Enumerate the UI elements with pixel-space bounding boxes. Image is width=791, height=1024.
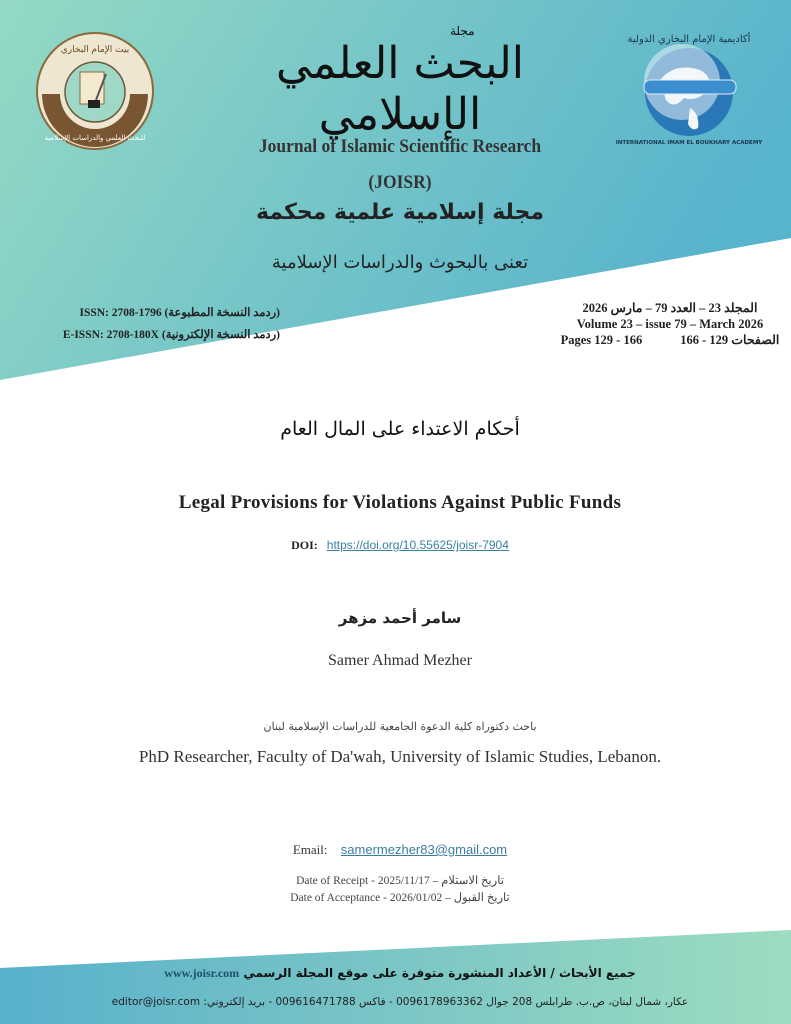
author-name-ar: سامر أحمد مزهر [338,609,462,627]
footer-availability-text: جميع الأبحاث / الأعداد المنشورة متوفرة على موقع المجلة الرسمي [243,966,636,980]
pages-ar: الصفحات 129 - 166 [680,333,780,347]
volume-ar: المجلد 23 – العدد 79 – مارس 2026 [582,301,758,315]
logo-right-english: INTERNATIONAL IMAM EL BOUKHARY ACADEMY [615,140,763,146]
email-label: Email: [292,842,328,857]
volume-block [560,300,780,348]
journal-subtitle-ar: مجلة إسلامية علمية محكمة [255,200,545,225]
svg-text:للبحث العلمي والدراسات الإسلام: للبحث العلمي والدراسات الإسلامية [44,134,146,142]
issn-print: ISSN: 2708-1796 (ردمد النسخة المطبوعة) [79,307,280,319]
article-title-ar: أحكام الاعتداء على المال العام [280,418,520,440]
globe-academy-logo [615,30,763,148]
affiliation-ar: باحث دكتوراه كلية الدعوة الجامعية للدراسات الإسلامية لبنان [263,720,537,733]
doi-line [100,538,700,553]
pages-en: Pages 129 - 166 [560,333,643,347]
journal-abbreviation: (JOISR) [368,172,432,193]
footer-availability [100,966,700,981]
issn-block [20,302,280,346]
website-link[interactable]: www.joisr.com [164,966,240,980]
academy-seal-logo [34,30,156,152]
issn-electronic: E-ISSN: 2708-180X (ردمد النسخة الإلكترونية) [62,329,280,341]
volume-en: Volume 23 – issue 79 – March 2026 [576,317,764,331]
date-of-receipt: Date of Receipt - 2025/11/17 – تاريخ الاستلام [296,875,504,887]
doi-label: DOI: [291,538,318,552]
article-title-en: Legal Provisions for Violations Against Public Funds [178,492,622,513]
svg-text:بيت الإمام البخاري: بيت الإمام البخاري [60,45,130,55]
logo-right-arabic: أكاديمية الإمام البخاري الدولية [627,34,751,45]
email-line [150,842,650,858]
footer-contact: عكار، شمال لبنان، ص.ب. طرابلس 208 جوال 0096178963362 - فاكس 009616471788 - بريد إلكتروني: editor@joisr.com [111,996,689,1008]
dates-block [150,873,650,907]
date-of-acceptance: Date of Acceptance - 2026/01/02 – تاريخ القبول [290,892,510,904]
affiliation-en: PhD Researcher, Faculty of Da'wah, University of Islamic Studies, Lebanon. [138,747,662,766]
journal-title-ar: البحث العلمي الإسلامي [275,38,525,140]
author-name-en: Samer Ahmad Mezher [328,652,472,669]
journal-tagline-ar: تعنى بالبحوث والدراسات الإسلامية [271,252,529,273]
journal-title-en: Journal of Islamic Scientific Research [258,136,542,157]
email-link[interactable]: samermezher83@gmail.com [340,842,508,857]
journal-word-ar: مجلة [450,24,475,38]
doi-link[interactable]: https://doi.org/10.55625/joisr-7904 [326,538,509,552]
